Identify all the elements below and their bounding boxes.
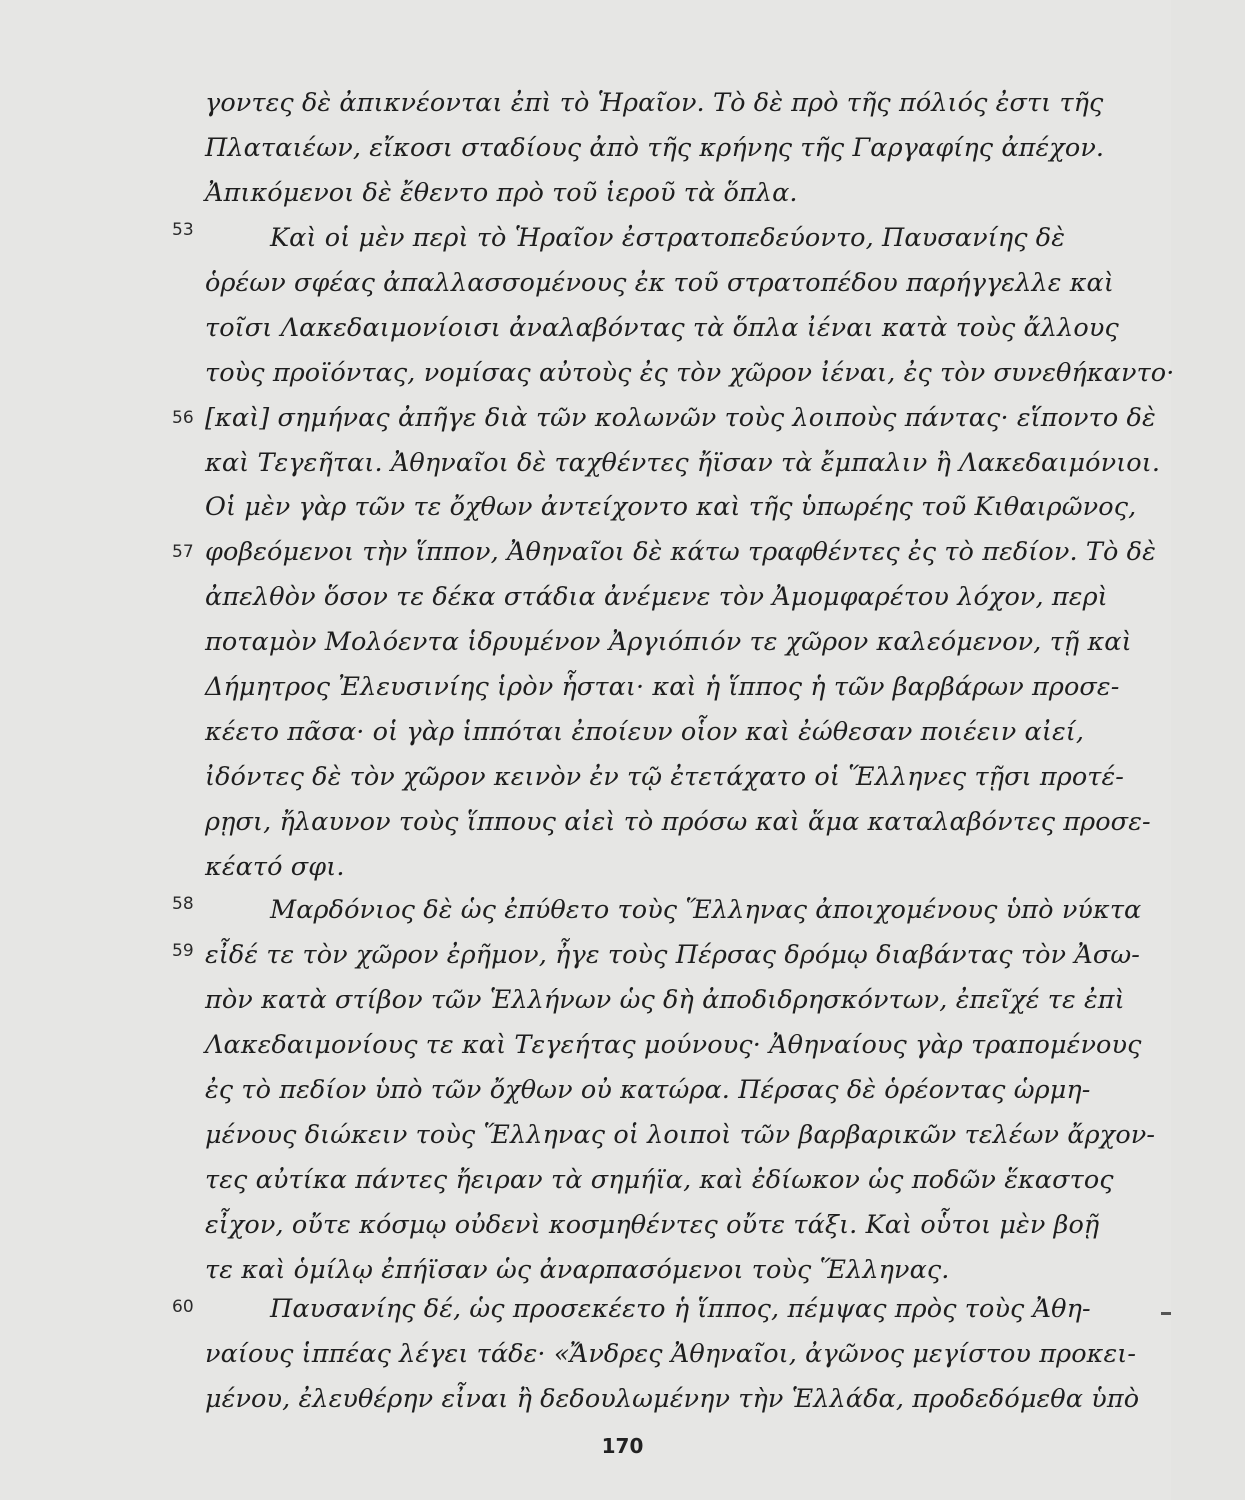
- text-line-22: Λακεδαιμονίους τε καὶ Τεγεήτας μούνους· Ἀθηναίους γὰρ τραπομένους: [205, 1030, 1142, 1060]
- text-line-5: ὁρέων σφέας ἀπαλλασσομένους ἐκ τοῦ στρατοπέδου παρήγγελλε καὶ: [205, 268, 1114, 298]
- text-line-27: τε καὶ ὁμίλῳ ἐπήϊσαν ὡς ἀναρπασόμενοι τοὺς Ἕλληνας.: [205, 1255, 950, 1285]
- text-line-8: [καὶ] σημήνας ἀπῆγε διὰ τῶν κολωνῶν τοὺς λοιποὺς πάντας· εἵποντο δὲ: [205, 403, 1156, 433]
- text-line-4: Καὶ οἱ μὲν περὶ τὸ Ἡραῖον ἐστρατοπεδεύοντο, Παυσανίης δὲ: [270, 223, 1066, 253]
- line-number-57: 57: [172, 542, 194, 562]
- text-line-13: ποταμὸν Μολόεντα ἱδρυμένον Ἀργιόπιόν τε χῶρον καλεόμενον, τῇ καὶ: [205, 627, 1132, 657]
- text-line-26: εἶχον, οὔτε κόσμῳ οὐδενὶ κοσμηθέντες οὔτε τάξι. Καὶ οὗτοι μὲν βοῇ: [205, 1210, 1100, 1240]
- text-line-1: γοντες δὲ ἀπικνέονται ἐπὶ τὸ Ἡραῖον. Τὸ δὲ πρὸ τῆς πόλιός ἐστι τῆς: [205, 88, 1104, 118]
- text-line-25: τες αὐτίκα πάντες ἤειραν τὰ σημήϊα, καὶ ἐδίωκον ὡς ποδῶν ἕκαστος: [205, 1165, 1114, 1195]
- text-line-16: ἰδόντες δὲ τὸν χῶρον κεινὸν ἐν τῷ ἐτετάχατο οἱ Ἕλληνες τῇσι προτέ-: [205, 762, 1125, 792]
- text-line-17: ρῃσι, ἤλαυνον τοὺς ἵππους αἰεὶ τὸ πρόσω καὶ ἅμα καταλαβόντες προσε-: [205, 807, 1151, 837]
- text-line-21: πὸν κατὰ στίβον τῶν Ἑλλήνων ὡς δὴ ἀποδιδρησκόντων, ἐπεῖχέ τε ἐπὶ: [205, 985, 1125, 1015]
- text-line-29: ναίους ἱππέας λέγει τάδε· «Ἄνδρες Ἀθηναῖοι, ἀγῶνος μεγίστου προκει-: [205, 1339, 1137, 1369]
- line-number-59: 59: [172, 941, 194, 961]
- text-line-20: εἶδέ τε τὸν χῶρον ἐρῆμον, ἦγε τοὺς Πέρσας δρόμῳ διαβάντας τὸν Ἀσω-: [205, 940, 1140, 970]
- line-number-60: 60: [172, 1297, 194, 1317]
- text-line-24: μένους διώκειν τοὺς Ἕλληνας οἱ λοιποὶ τῶν βαρβαρικῶν τελέων ἄρχον-: [205, 1120, 1156, 1150]
- text-line-15: κέετο πᾶσα· οἱ γὰρ ἱππόται ἐποίευν οἷον καὶ ἐώθεσαν ποιέειν αἰεί,: [205, 717, 1085, 747]
- text-line-11: φοβεόμενοι τὴν ἵππον, Ἀθηναῖοι δὲ κάτω τραφθέντες ἐς τὸ πεδίον. Τὸ δὲ: [205, 537, 1156, 567]
- text-line-30: μένου, ἐλευθέρην εἶναι ἢ δεδουλωμένην τὴν Ἑλλάδα, προδεδόμεθα ὑπὸ: [205, 1384, 1140, 1414]
- text-line-7: τοὺς προϊόντας, νομίσας αὐτοὺς ἐς τὸν χῶρον ἰέναι, ἐς τὸν συνεθήκαντο·: [205, 358, 1175, 388]
- text-line-19: Μαρδόνιος δὲ ὡς ἐπύθετο τοὺς Ἕλληνας ἀποιχομένους ὑπὸ νύκτα: [270, 895, 1142, 925]
- line-number-58: 58: [172, 894, 194, 914]
- text-line-14: Δήμητρος Ἐλευσινίης ἱρὸν ἧσται· καὶ ἡ ἵππος ἡ τῶν βαρβάρων προσε-: [205, 672, 1120, 702]
- line-number-56: 56: [172, 408, 194, 428]
- text-line-23: ἐς τὸ πεδίον ὑπὸ τῶν ὄχθων οὐ κατώρα. Πέρσας δὲ ὁρέοντας ὡρμη-: [205, 1075, 1091, 1105]
- page-number: 170: [601, 1434, 644, 1458]
- text-line-28: Παυσανίης δέ, ὡς προσεκέετο ἡ ἵππος, πέμψας πρὸς τοὺς Ἀθη-: [270, 1294, 1091, 1324]
- text-line-6: τοῖσι Λακεδαιμονίοισι ἀναλαβόντας τὰ ὅπλα ἰέναι κατὰ τοὺς ἄλλους: [205, 313, 1119, 343]
- text-line-10: Οἱ μὲν γὰρ τῶν τε ὄχθων ἀντείχοντο καὶ τῆς ὑπωρέης τοῦ Κιθαιρῶνος,: [205, 492, 1137, 522]
- text-line-12: ἀπελθὸν ὅσον τε δέκα στάδια ἀνέμενε τὸν Ἀμομφαρέτου λόχον, περὶ: [205, 582, 1108, 612]
- line-number-53: 53: [172, 220, 194, 240]
- text-line-2: Πλαταιέων, εἴκοσι σταδίους ἀπὸ τῆς κρήνης τῆς Γαργαφίης ἀπέχον.: [205, 133, 1105, 163]
- text-line-3: Ἀπικόμενοι δὲ ἔθεντο πρὸ τοῦ ἱεροῦ τὰ ὅπλα.: [205, 178, 798, 208]
- edge-mark: [1161, 1312, 1171, 1315]
- text-line-9: καὶ Τεγεῆται. Ἀθηναῖοι δὲ ταχθέντες ἤϊσαν τὰ ἔμπαλιν ἢ Λακεδαιμόνιοι.: [205, 448, 1161, 478]
- text-line-18: κέατό σφι.: [205, 852, 345, 882]
